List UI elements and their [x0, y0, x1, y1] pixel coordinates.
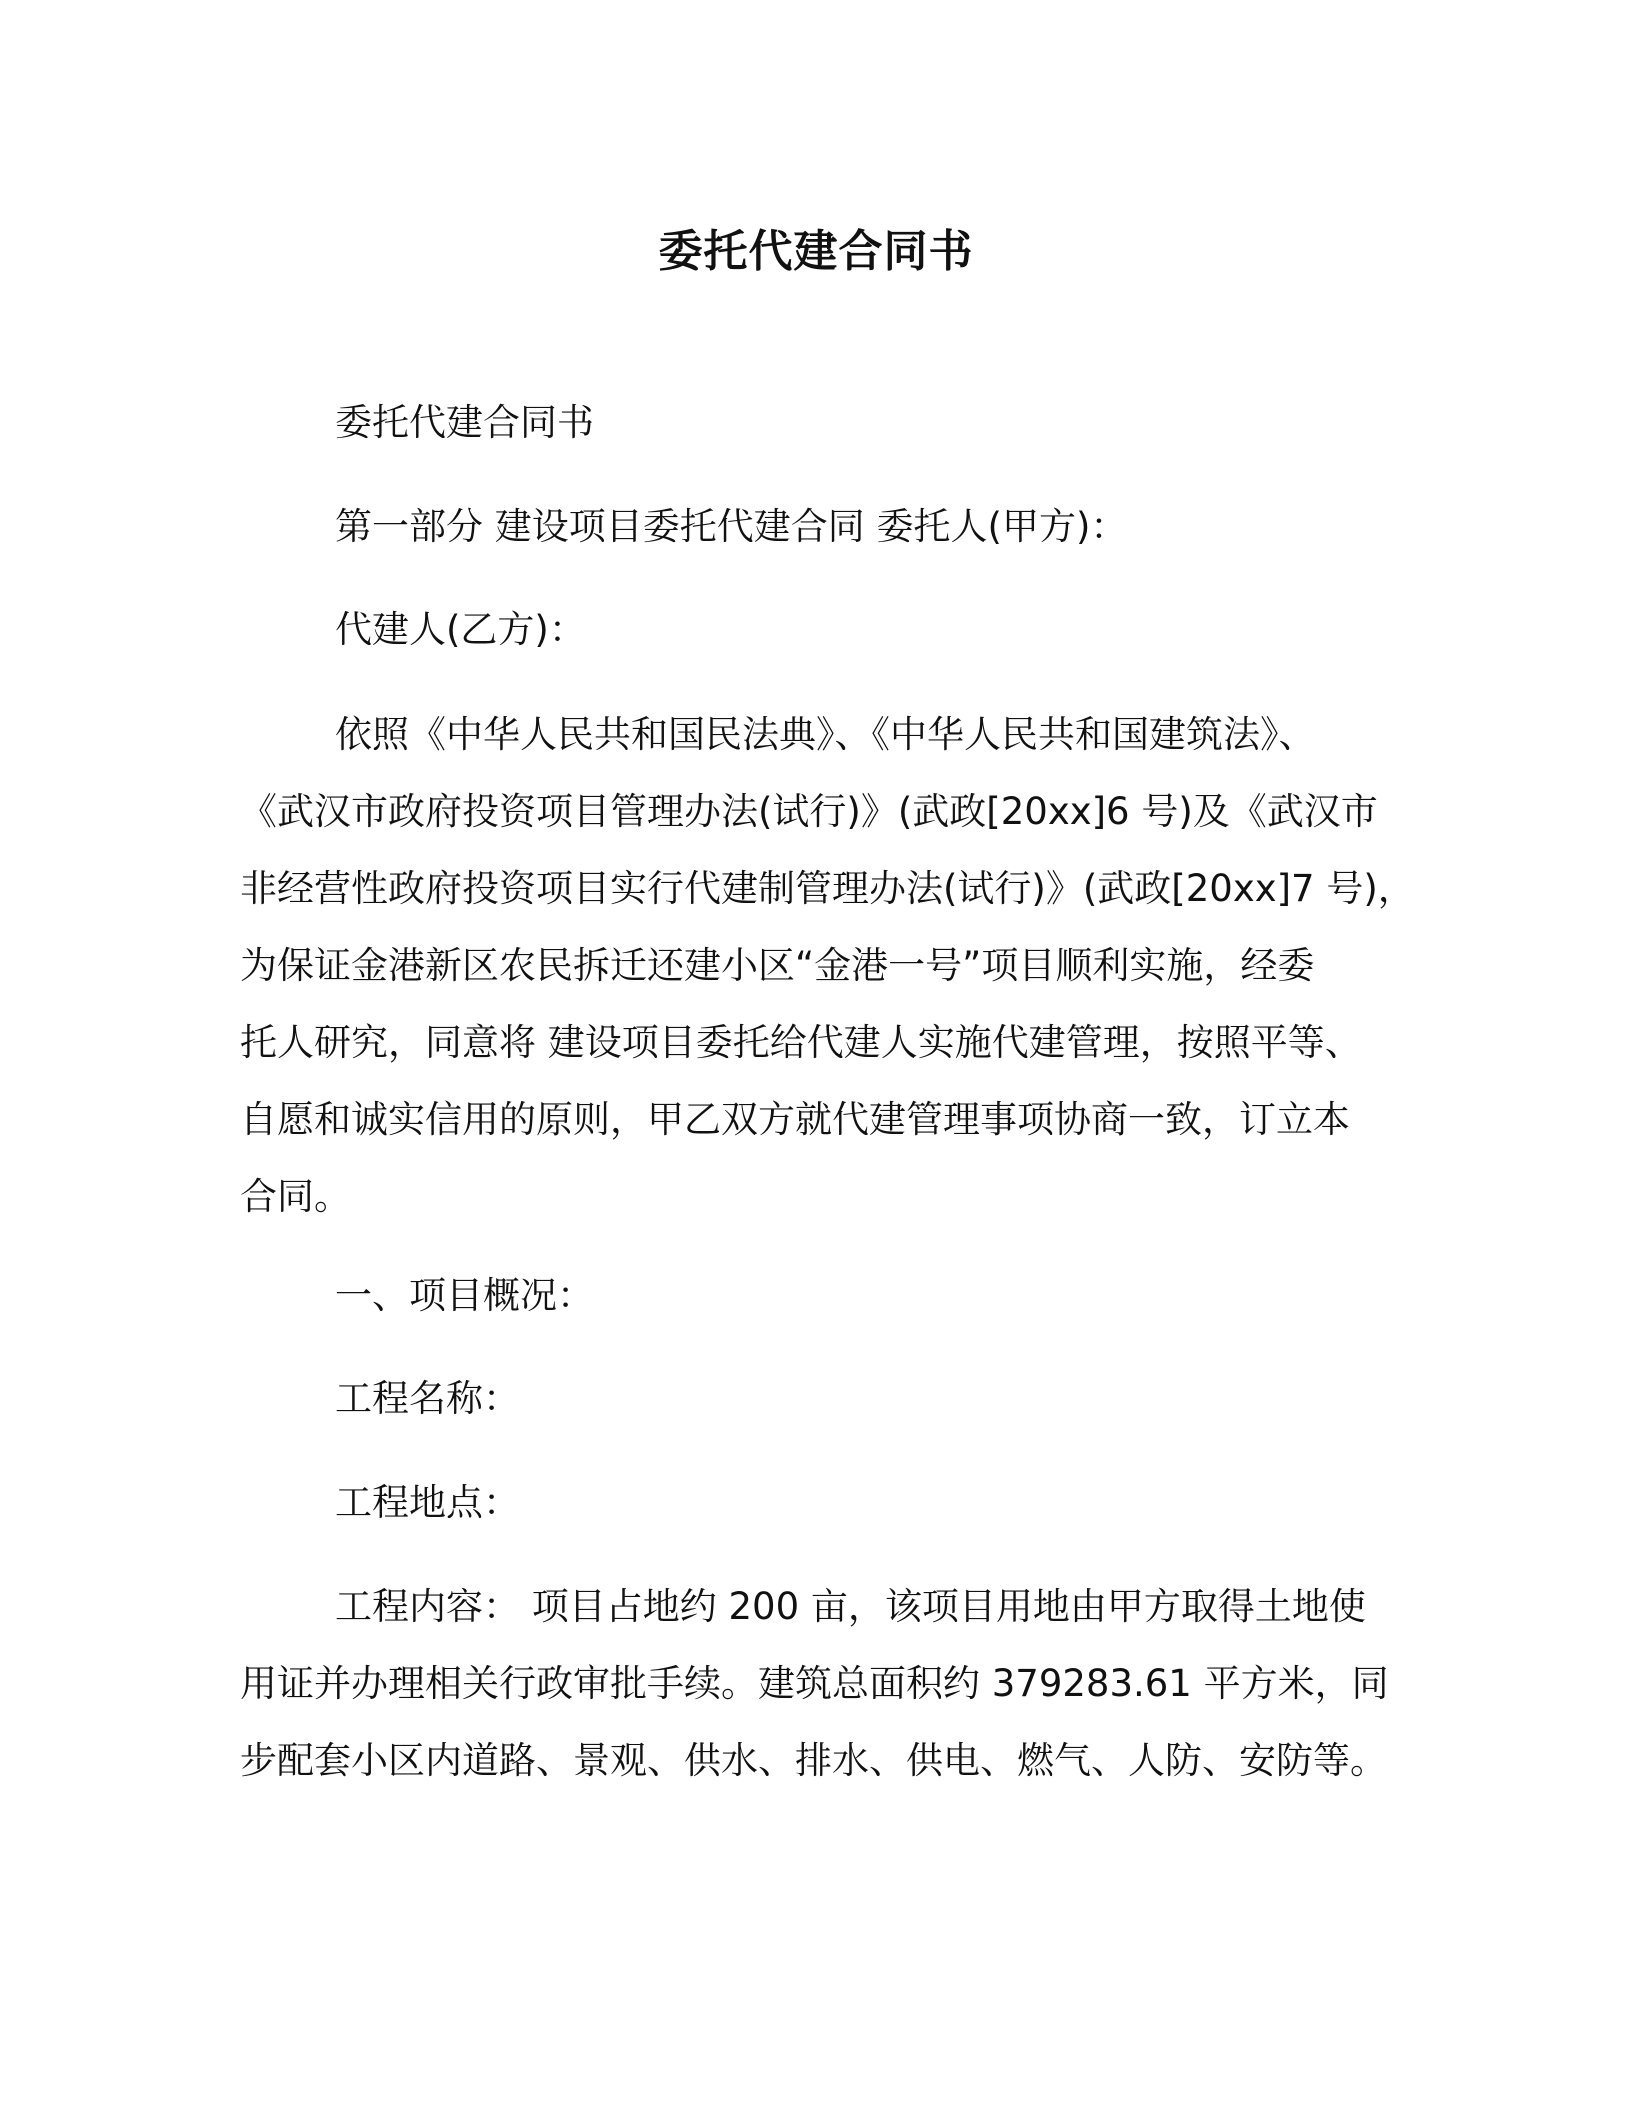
- content-line: 工程内容： 项目占地约 200 亩，该项目用地由甲方取得土地使: [335, 1585, 1366, 1628]
- intro-paragraph: [240, 696, 1415, 1235]
- content-line: 步配套小区内道路、景观、供水、排水、供电、燃气、人防、安防等。: [240, 1739, 1387, 1782]
- intro-line: 为保证金港新区农民拆迁还建小区“金港一号”项目顺利实施，经委: [240, 944, 1315, 987]
- content-line: 用证并办理相关行政审批手续。建筑总面积约 379283.61 平方米，同: [240, 1662, 1389, 1705]
- document-title: 委托代建合同书: [658, 226, 974, 277]
- intro-line: 非经营性政府投资项目实行代建制管理办法(试行)》(武政[20xx]7 号)，: [240, 867, 1415, 910]
- intro-line: 合同。: [240, 1175, 351, 1218]
- project-content-paragraph: [240, 1568, 1400, 1799]
- intro-line: 托人研究，同意将 建设项目委托给代建人实施代建管理，按照平等、: [240, 1021, 1362, 1064]
- intro-line: 《武汉市政府投资项目管理办法(试行)》(武政[20xx]6 号)及《武汉市: [240, 790, 1378, 833]
- project-location-label: 工程地点：: [335, 1481, 520, 1524]
- project-name-label: 工程名称：: [335, 1377, 520, 1420]
- agent-party-line: 代建人(乙方)：: [335, 608, 586, 651]
- intro-line: 自愿和诚实信用的原则，甲乙双方就代建管理事项协商一致，订立本: [240, 1098, 1350, 1141]
- document-subtitle: 委托代建合同书: [335, 401, 594, 444]
- intro-line: 依照《中华人民共和国民法典》、《中华人民共和国建筑法》、: [335, 713, 1316, 756]
- section-heading-project-overview: 一、项目概况：: [335, 1274, 594, 1317]
- part-heading: 第一部分 建设项目委托代建合同 委托人(甲方)：: [335, 505, 1128, 548]
